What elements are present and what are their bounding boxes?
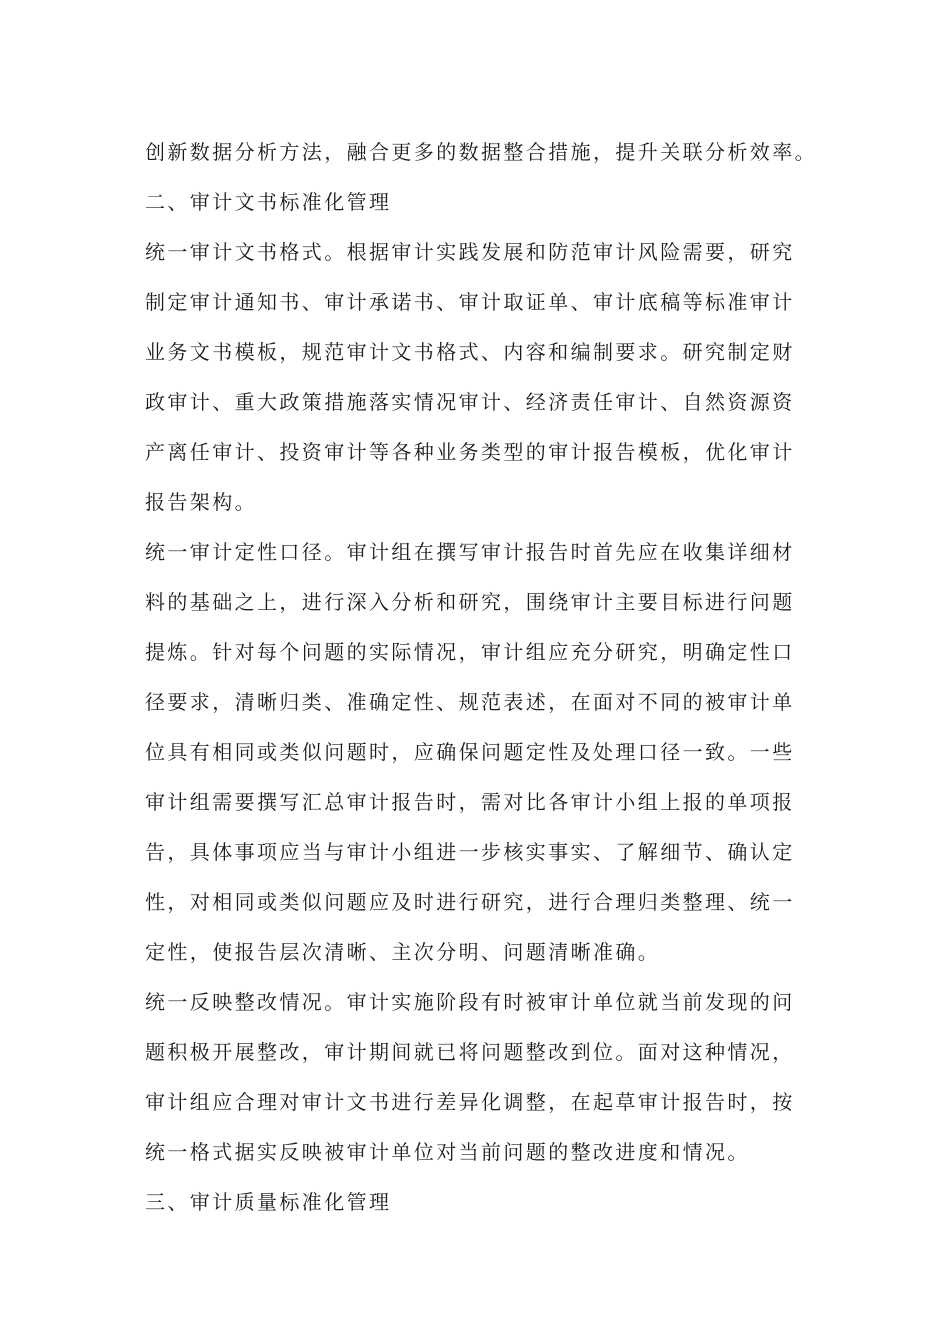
text-line: 审计组应合理对审计文书进行差异化调整，在起草审计报告时，按 <box>145 1090 795 1114</box>
section-heading: 二、审计文书标准化管理 <box>145 190 392 214</box>
section-heading: 三、审计质量标准化管理 <box>145 1190 392 1214</box>
text-line: 审计组需要撰写汇总审计报告时，需对比各审计小组上报的单项报 <box>145 790 795 814</box>
text-line: 告，具体事项应当与审计小组进一步核实事实、了解细节、确认定 <box>145 840 795 864</box>
text-line: 统一审计定性口径。审计组在撰写审计报告时首先应在收集详细材 <box>145 540 795 564</box>
text-line: 径要求，清晰归类、准确定性、规范表述，在面对不同的被审计单 <box>145 690 795 714</box>
text-line: 位具有相同或类似问题时，应确保问题定性及处理口径一致。一些 <box>145 740 795 764</box>
text-line: 政审计、重大政策措施落实情况审计、经济责任审计、自然资源资 <box>145 390 795 414</box>
text-line: 统一审计文书格式。根据审计实践发展和防范审计风险需要，研究 <box>145 240 795 264</box>
document-body <box>145 127 817 1227</box>
text-line: 题积极开展整改，审计期间就已将问题整改到位。面对这种情况， <box>145 1040 795 1064</box>
text-line: 性，对相同或类似问题应及时进行研究，进行合理归类整理、统一 <box>145 890 795 914</box>
text-line: 创新数据分析方法，融合更多的数据整合措施，提升关联分析效率。 <box>145 140 817 164</box>
text-line: 产离任审计、投资审计等各种业务类型的审计报告模板，优化审计 <box>145 440 795 464</box>
text-line: 报告架构。 <box>145 490 257 514</box>
text-line: 定性，使报告层次清晰、主次分明、问题清晰准确。 <box>145 940 661 964</box>
text-line: 制定审计通知书、审计承诺书、审计取证单、审计底稿等标准审计 <box>145 290 795 314</box>
text-line: 统一格式据实反映被审计单位对当前问题的整改进度和情况。 <box>145 1140 750 1164</box>
text-line: 业务文书模板，规范审计文书格式、内容和编制要求。研究制定财 <box>145 340 795 364</box>
text-line: 提炼。针对每个问题的实际情况，审计组应充分研究，明确定性口 <box>145 640 795 664</box>
text-line: 统一反映整改情况。审计实施阶段有时被审计单位就当前发现的问 <box>145 990 795 1014</box>
text-line: 料的基础之上，进行深入分析和研究，围绕审计主要目标进行问题 <box>145 590 795 614</box>
